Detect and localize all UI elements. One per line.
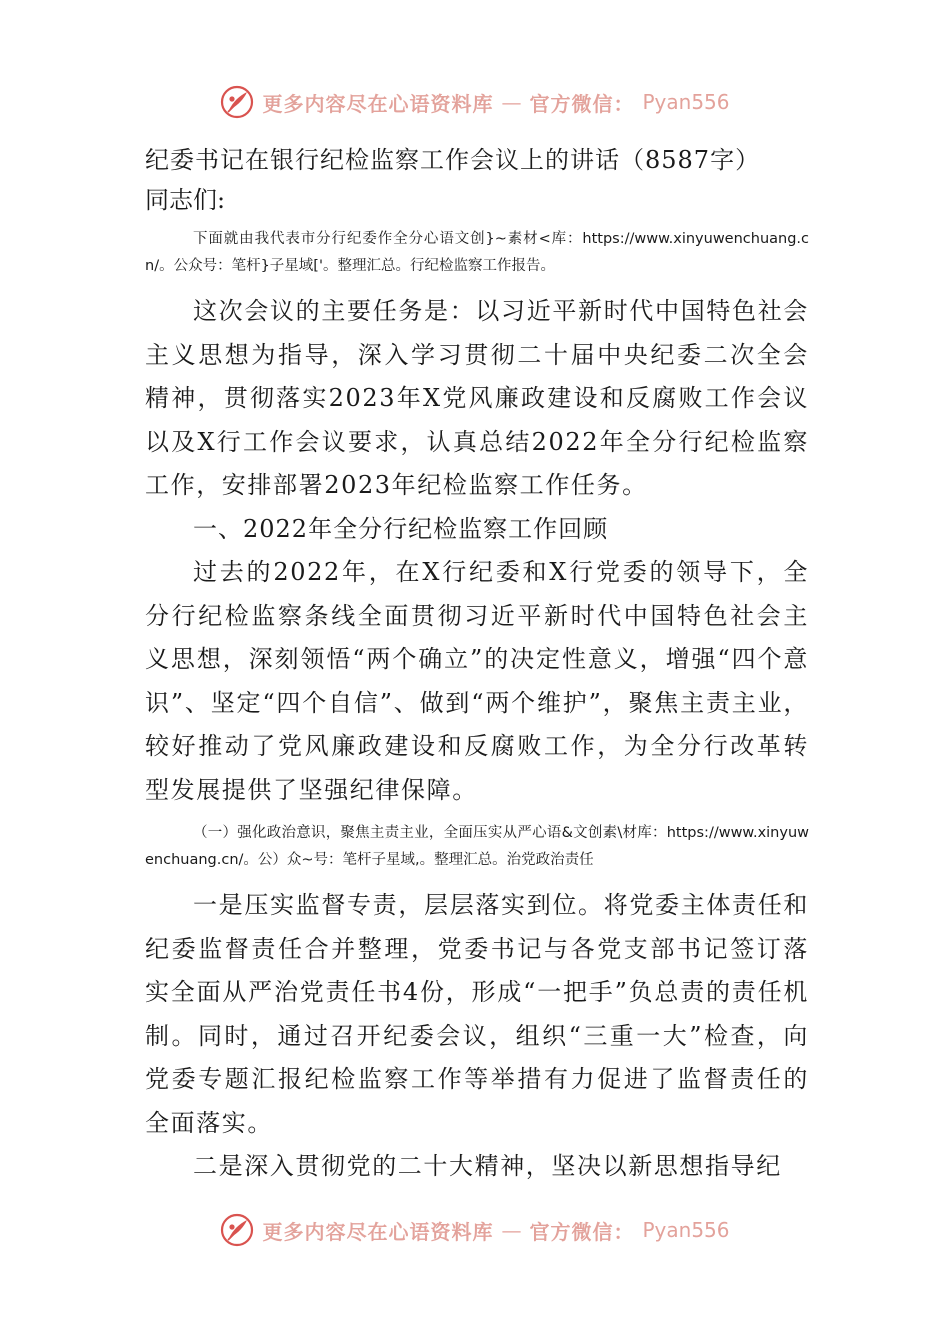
- paragraph: 这次会议的主要任务是：以习近平新时代中国特色社会主义思想为指导，深入学习贯彻二十届中央纪委二次全会精神，贯彻落实2023年X党风廉政建设和反腐败工作会议以及X行工作会议要求，认真总结2022年全分行纪检监察工作，安排部署2023年纪检监察工作任务。: [145, 297, 809, 499]
- header-banner: [0, 82, 950, 122]
- paragraph: 过去的2022年，在X行纪委和X行党委的领导下，全分行纪检监察条线全面贯彻习近平新时代中国特色社会主义思想，深刻领悟“两个确立”的决定性意义，增强“四个意识”、坚定“四个自信”、做到“两个维护”，聚焦主责主业，较好推动了党风廉政建设和反腐败工作，为全分行改革转型发展提供了坚强纪律保障。: [145, 558, 809, 804]
- banner-dash: —: [501, 1218, 522, 1242]
- quill-pen-icon: [220, 85, 254, 119]
- banner-dash: —: [501, 90, 522, 114]
- document-title: 纪委书记在银行纪检监察工作会议上的讲话（8587字）: [145, 146, 761, 174]
- paragraph: 二是深入贯彻党的二十大精神，坚决以新思想指导纪: [193, 1152, 782, 1180]
- banner-wechat-id: Pyan556: [642, 90, 730, 114]
- section-heading: 一、2022年全分行纪检监察工作回顾: [193, 514, 609, 543]
- watermark-note: 下面就由我代表市分行纪委作全分心语文创}~素材<库：https://www.xinyuwenchuang.cn/。公众号：笔杆}子星域['。整理汇总。行纪检监察工作报告。: [145, 231, 809, 274]
- watermark-note: （一）强化政治意识，聚焦主责主业，全面压实从严心语&文创素\材库：https://www.xinyuwenchuang.cn/。公）众~号：笔杆子星域,。整理汇总。治党政治责任: [145, 825, 809, 868]
- salutation: 同志们:: [145, 186, 226, 214]
- banner-main-text: 更多内容尽在心语资料库: [262, 91, 494, 116]
- paragraph: 一是压实监督专责，层层落实到位。将党委主体责任和纪委监督责任合并整理，党委书记与各党支部书记签订落实全面从严治党责任书4份，形成“一把手”负总责的责任机制。同时，通过召开纪委会议，组织“三重一大”检查，向党委专题汇报纪检监察工作等举措有力促进了监督责任的全面落实。: [145, 891, 809, 1137]
- banner-label: 官方微信：: [529, 91, 635, 116]
- quill-pen-icon: [220, 1213, 254, 1247]
- banner-label: 官方微信：: [529, 1219, 635, 1244]
- banner-main-text: 更多内容尽在心语资料库: [262, 1219, 494, 1244]
- document-body: [145, 140, 809, 1189]
- banner-wechat-id: Pyan556: [642, 1218, 730, 1242]
- footer-banner: [0, 1210, 950, 1250]
